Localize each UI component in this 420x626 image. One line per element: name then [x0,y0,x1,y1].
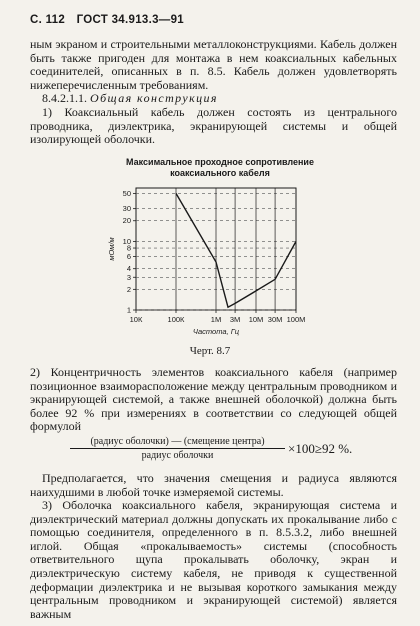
item-3: 3) Оболочка коаксиального кабеля, экранирующая система и диэлектрический материал должны допускать их прокалывание либо с помощью соединителя, определенного в п. 8.5.3.2, либо внешней иглой. Общая «прокалываемость» системы (способность ответвительного щупа прокалывать оболочку, экран и диэлектрическую систему кабеля, не приводя к существенной деформации диэлектрика и не вызывая короткого замыкания между центральным проводником и экранирующей системой) является важным [30,498,397,621]
x-axis-label: Частота, Гц [192,327,240,336]
formula-numerator: (радиус оболочки) — (смещение центра) [90,436,265,447]
page-number: С. 112 [30,14,66,26]
y-tick-label: 50 [122,188,131,198]
section-title: Общая конструкция [90,91,218,106]
y-tick-label: 2 [126,284,131,294]
figure-caption: Черт. 8.7 [189,345,231,357]
y-tick-label: 6 [126,252,131,262]
series-line [176,193,296,307]
item-2: 2) Концентричность элементов коаксиального кабеля (например позиционное взаиморасположение между центральным проводником и экранирующей системой, а также внешней оболочкой) должна быть более 92 % при измерениях в соответствии со следующей общей формулой [30,365,397,434]
y-axis-label: мОм/м [107,237,116,261]
x-tick-label: 30М [267,315,283,324]
item-1: 1) Коаксиальный кабель должен состоять из центрального проводника, диэлектрика, экранирующей системы и общей изолирующей оболочки. [30,104,397,147]
y-tick-label: 20 [122,216,131,226]
x-tick-label: 3М [229,315,241,324]
x-tick-label: 10М [248,315,264,324]
y-tick-label: 3 [126,272,131,282]
after-formula-text: Предполагается, что значения смещения и радиуса являются наихудшими в любой точке измеряемой системы. [30,471,397,499]
y-tick-label: 10 [122,236,131,246]
y-tick-label: 8 [126,243,131,253]
x-tick-label: 100М [286,315,306,324]
formula-suffix: ×100≥92 %. [288,441,353,456]
intro-paragraph: ным экраном и строительными металлоконструкциями. Кабель должен быть также пригоден для монтажа в нем коаксиальных кабельных соединителей, описанных в п. 8.5. Кабель должен удовлетворять нижеперечисленным требованиям. [30,37,397,92]
standard-id: ГОСТ 34.913.3—91 [76,14,184,26]
x-tick-label: 10К [129,315,143,324]
y-tick-label: 1 [126,305,131,315]
x-tick-label: 1М [210,315,222,324]
y-tick-label: 4 [126,264,131,274]
formula-denominator: радиус оболочки [141,450,214,461]
chart-title: Максимальное проходное сопротивление коаксиального кабеля [126,157,314,178]
section-number: 8.4.2.1.1. [42,91,87,106]
y-tick-label: 30 [122,204,131,214]
x-tick-label: 100К [167,315,185,324]
concentricity-formula [70,436,370,466]
formula-fraction [70,436,285,461]
